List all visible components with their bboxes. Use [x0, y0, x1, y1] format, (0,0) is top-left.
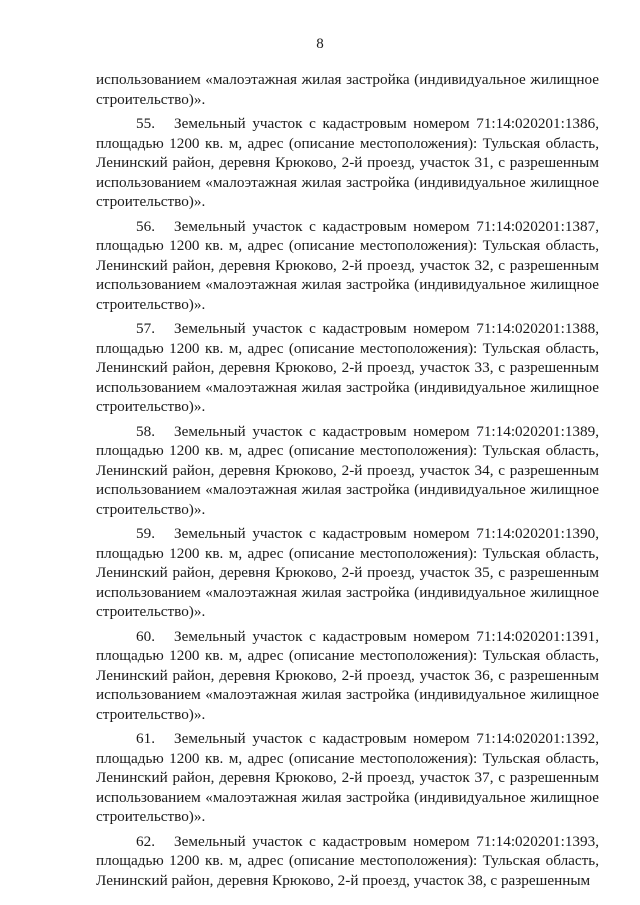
list-item-59 [96, 524, 599, 622]
list-item-56 [96, 217, 599, 315]
item-number: 55. [136, 115, 155, 132]
item-text: Земельный участок с кадастровым номером 71:14:020201:1389, площадью 1200 кв. м, адрес (описание местоположения): Тульская область, Ленинский район, деревня Крюково, 2-й проезд, участок 34, с разрешенным использованием «малоэтажная жилая застройка (индивидуальное жилищное строительство)». [96, 422, 599, 518]
item-text: Земельный участок с кадастровым номером 71:14:020201:1391, площадью 1200 кв. м, адрес (описание местоположения): Тульская область, Ленинский район, деревня Крюково, 2-й проезд, участок 36, с разрешенным использованием «малоэтажная жилая застройка (индивидуальное жилищное строительство)». [96, 627, 599, 723]
document-body [96, 70, 599, 895]
item-text: Земельный участок с кадастровым номером 71:14:020201:1386, площадью 1200 кв. м, адрес (описание местоположения): Тульская область, Ленинский район, деревня Крюково, 2-й проезд, участок 31, с разрешенным использованием «малоэтажная жилая застройка (индивидуальное жилищное строительство)». [96, 115, 599, 210]
item-number: 60. [136, 627, 155, 645]
list-item-57 [96, 319, 599, 417]
item-text: Земельный участок с кадастровым номером 71:14:020201:1390, площадью 1200 кв. м, адрес (описание местоположения): Тульская область, Ленинский район, деревня Крюково, 2-й проезд, участок 35, с разрешенным использованием «малоэтажная жилая застройка (индивидуальное жилищное строительство)». [96, 525, 599, 620]
item-text: Земельный участок с кадастровым номером 71:14:020201:1388, площадью 1200 кв. м, адрес (описание местоположения): Тульская область, Ленинский район, деревня Крюково, 2-й проезд, участок 33, с разрешенным использованием «малоэтажная жилая застройка (индивидуальное жилищное строительство)». [96, 320, 599, 415]
list-item-61 [96, 729, 599, 827]
item-text: Земельный участок с кадастровым номером 71:14:020201:1393, площадью 1200 кв. м, адрес (описание местоположения): Тульская область, Ленинский район, деревня Крюково, 2-й проезд, участок 38, с разрешенным [96, 832, 599, 889]
item-text: Земельный участок с кадастровым номером 71:14:020201:1387, площадью 1200 кв. м, адрес (описание местоположения): Тульская область, Ленинский район, деревня Крюково, 2-й проезд, участок 32, с разрешенным использованием «малоэтажная жилая застройка (индивидуальное жилищное строительство)». [96, 217, 599, 313]
item-text: Земельный участок с кадастровым номером 71:14:020201:1392, площадью 1200 кв. м, адрес (описание местоположения): Тульская область, Ленинский район, деревня Крюково, 2-й проезд, участок 37, с разрешенным использованием «малоэтажная жилая застройка (индивидуальное жилищное строительство)». [96, 730, 599, 825]
continuation-paragraph: использованием «малоэтажная жилая застройка (индивидуальное жилищное строительство)». [96, 71, 599, 108]
list-item-58 [96, 422, 599, 520]
list-item-62 [96, 832, 599, 891]
page-number: 8 [316, 36, 324, 52]
list-item-60 [96, 627, 599, 725]
item-number: 58. [136, 422, 155, 440]
list-item-55 [96, 114, 599, 212]
item-number: 61. [136, 730, 155, 747]
item-number: 62. [136, 832, 155, 850]
item-number: 56. [136, 217, 155, 235]
item-number: 59. [136, 525, 155, 542]
item-number: 57. [136, 320, 155, 337]
